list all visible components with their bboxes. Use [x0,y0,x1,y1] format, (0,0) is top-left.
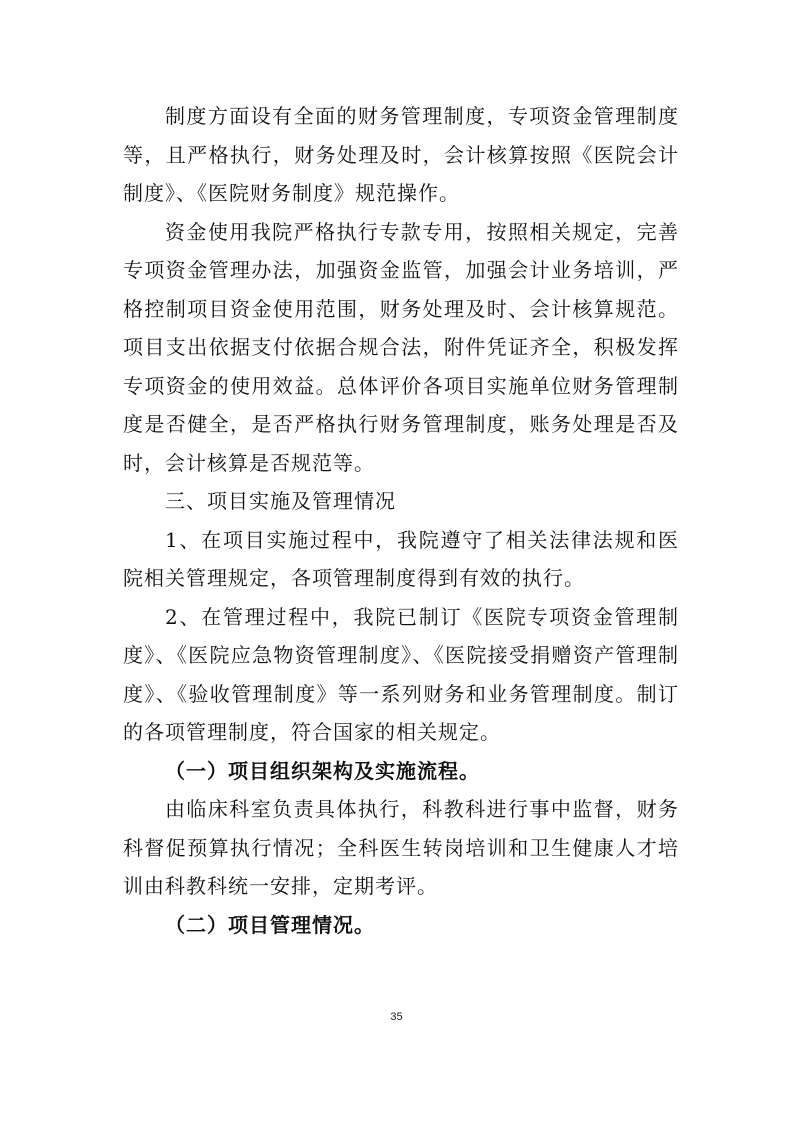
page-number: 35 [390,1011,403,1023]
paragraph-item-1: 1、在项目实施过程中，我院遵守了相关法律法规和医院相关管理规定，各项管理制度得到有效的执行。 [123,527,679,590]
paragraph-item-2: 2、在管理过程中，我院已制订《医院专项资金管理制度》、《医院应急物资管理制度》、《医院接受捐赠资产管理制度》、《验收管理制度》等一系列财务和业务管理制度。制订的各项管理制度，符合国家的相关规定。 [123,604,679,744]
paragraph-organization: 由临床科室负责具体执行，科教科进行事中监督，财务科督促预算执行情况；全科医生转岗培训和卫生健康人才培训由科教科统一安排，定期考评。 [123,797,679,898]
document-body [123,97,679,944]
paragraph-fund-usage: 资金使用我院严格执行专款专用，按照相关规定，完善专项资金管理办法，加强资金监管，加强会计业务培训，严格控制项目资金使用范围，财务处理及时、会计核算规范。项目支出依据支付依据合规合法，附件凭证齐全，积极发挥专项资金的使用效益。总体评价各项目实施单位财务管理制度是否健全，是否严格执行财务管理制度，账务处理是否及时，会计核算是否规范等。 [123,219,679,475]
section-heading-implementation: 三、项目实施及管理情况 [165,489,396,513]
paragraph-financial-system: 制度方面设有全面的财务管理制度，专项资金管理制度等，且严格执行，财务处理及时，会计核算按照《医院会计制度》、《医院财务制度》规范操作。 [123,104,679,205]
subheading-organization: （一）项目组织架构及实施流程。 [165,758,480,783]
subheading-management: （二）项目管理情况。 [165,912,375,937]
